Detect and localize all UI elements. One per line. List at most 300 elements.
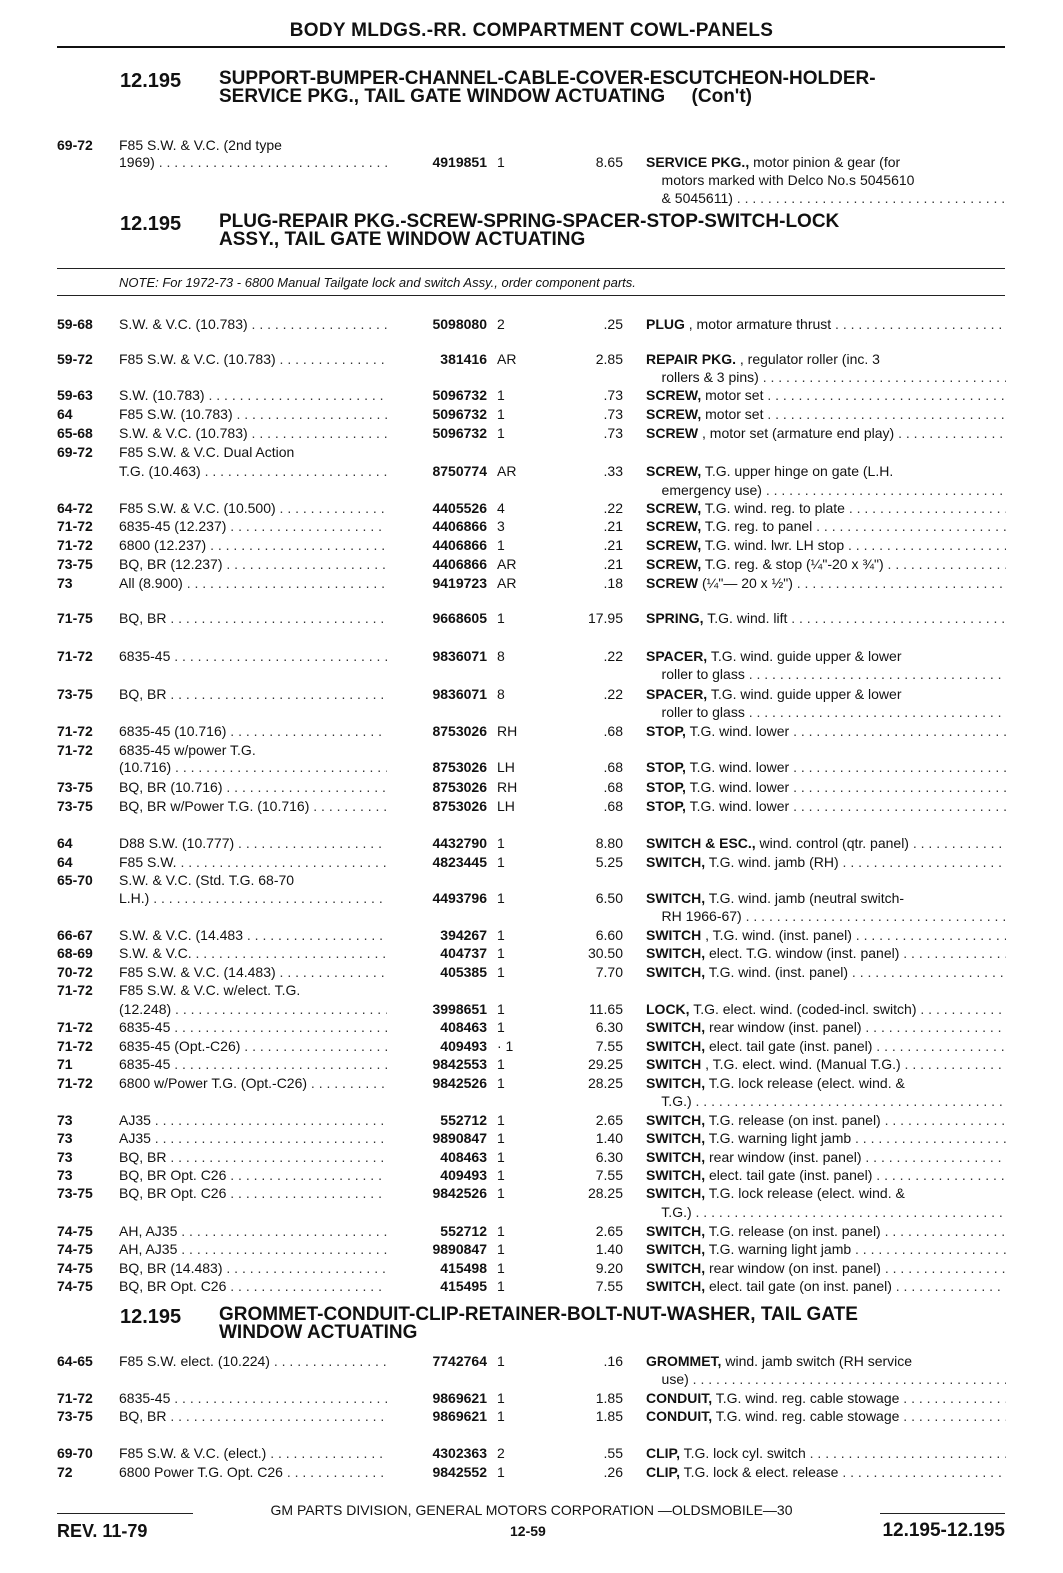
- price: .21: [603, 556, 623, 572]
- model-years: 70-72: [57, 964, 93, 980]
- model-years: 73-75: [57, 798, 93, 814]
- model-years: 74-75: [57, 1223, 93, 1239]
- quantity: 3: [497, 518, 505, 534]
- price: 28.25: [587, 1185, 623, 1201]
- part-number: 9869621: [432, 1390, 487, 1406]
- part-number: 409493: [440, 1038, 487, 1054]
- price: .68: [603, 723, 623, 739]
- vehicle-application: 6800 w/Power T.G. (Opt.-C26) . . .: [119, 1074, 387, 1092]
- vehicle-application: 6835-45 w/power T.G.: [119, 742, 256, 758]
- part-description: [646, 555, 1006, 573]
- section-number: 12.195: [120, 70, 182, 92]
- part-detail: motor set: [701, 406, 764, 422]
- model-years: 59-72: [57, 351, 93, 367]
- price: .73: [603, 387, 623, 403]
- part-detail: T.G. wind. guide upper & lower: [707, 648, 902, 664]
- part-detail: T.G. wind. lower: [685, 798, 790, 814]
- page-title: BODY MLDGS.-RR. COMPARTMENT COWL-PANELS: [289, 20, 774, 41]
- part-detail: T.G. warning light jamb: [705, 1241, 852, 1257]
- section-title: GROMMET-CONDUIT-CLIP-RETAINER-BOLT-NUT-WASHER, TAIL GATE WINDOW ACTUATING: [219, 1304, 858, 1343]
- part-description: [646, 499, 1006, 517]
- part-name: SWITCH,: [646, 1038, 706, 1054]
- part-number: 9869621: [432, 1408, 487, 1424]
- quantity: 1: [497, 1019, 505, 1035]
- part-detail: T.G. wind. lower: [685, 759, 790, 775]
- part-description: [646, 1240, 1006, 1258]
- part-detail: elect. tail gate (on inst. panel): [705, 1278, 892, 1294]
- part-description: [646, 722, 1006, 740]
- part-detail: roller to glass: [646, 704, 745, 720]
- part-detail: , regulator roller (inc. 3: [735, 351, 880, 367]
- part-number: 4432790: [432, 835, 487, 851]
- part-detail: roller to glass: [646, 666, 745, 682]
- model-years: 73: [57, 575, 73, 591]
- part-name: SCREW,: [646, 406, 702, 422]
- part-name: CONDUIT,: [646, 1408, 713, 1424]
- part-description: [646, 1407, 1006, 1425]
- table-row: [0, 647, 1063, 665]
- vehicle-application: F85 S.W. & V.C. w/elect. T.G.: [119, 982, 301, 998]
- part-number: 9836071: [432, 648, 487, 664]
- part-name: SWITCH,: [646, 1260, 706, 1276]
- quantity: 1: [497, 1223, 505, 1239]
- part-number: 9842552: [432, 1464, 487, 1480]
- part-name: SWITCH,: [646, 854, 706, 870]
- table-row: [0, 1277, 1063, 1295]
- part-number: 5096732: [432, 406, 487, 422]
- section-title: SUPPORT-BUMPER-CHANNEL-CABLE-COVER-ESCUTCHEON-HOLDER- SERVICE PKG., TAIL GATE WINDOW ACTUATING (Con't): [219, 68, 876, 107]
- part-number: 4405526: [432, 500, 487, 516]
- revision-label: REV. 11-79: [57, 1521, 148, 1541]
- model-years: 73-75: [57, 686, 93, 702]
- vehicle-application: F85 S.W. & V.C. (10.783) . . .: [119, 350, 387, 368]
- table-row: [0, 1222, 1063, 1240]
- table-row: [0, 1166, 1063, 1184]
- part-name: CONDUIT,: [646, 1390, 713, 1406]
- part-description: [646, 1370, 1006, 1388]
- part-name: REPAIR PKG.: [646, 351, 736, 367]
- price: 2.65: [595, 1223, 623, 1239]
- model-years: 69-72: [57, 137, 93, 153]
- part-name: SWITCH,: [646, 1278, 706, 1294]
- part-description: [646, 386, 1006, 404]
- footer-rule-right: [880, 1513, 1005, 1514]
- vehicle-application: BQ, BR . . .: [119, 1407, 387, 1425]
- part-description: [646, 609, 1006, 627]
- part-description: [646, 647, 1006, 665]
- vehicle-application: BQ, BR (14.483) . . .: [119, 1259, 387, 1277]
- model-years: 68-69: [57, 945, 93, 961]
- part-detail: T.G. elect. wind. (coded-incl. switch): [689, 1001, 917, 1017]
- table-row: [0, 907, 1063, 925]
- table-row: [0, 481, 1063, 499]
- part-number: 415495: [440, 1278, 487, 1294]
- part-number: 9890847: [432, 1241, 487, 1257]
- part-description: [646, 517, 1006, 535]
- table-row: [0, 555, 1063, 573]
- vehicle-application: F85 S.W. & V.C. (elect.) . . .: [119, 1444, 387, 1462]
- part-number: 5098080: [432, 316, 487, 332]
- vehicle-application: S.W. & V.C. (14.483 . . .: [119, 926, 387, 944]
- table-row: [0, 1463, 1063, 1481]
- section-note: NOTE: For 1972-73 - 6800 Manual Tailgate lock and switch Assy., order component parts.: [119, 275, 636, 290]
- price: 7.55: [595, 1278, 623, 1294]
- quantity: 1: [497, 1167, 505, 1183]
- vehicle-application: 6835-45 (Opt.-C26) . . .: [119, 1037, 387, 1055]
- part-name: SWITCH,: [646, 1149, 706, 1165]
- quantity: 1: [497, 1056, 505, 1072]
- part-name: STOP,: [646, 779, 686, 795]
- table-row: [0, 136, 1063, 154]
- part-name: SERVICE PKG.,: [646, 154, 750, 170]
- quantity: 1: [497, 835, 505, 851]
- price: .73: [603, 406, 623, 422]
- vehicle-application: (10.716) . . .: [119, 758, 387, 776]
- vehicle-application: S.W. & V.C. (10.783) . . .: [119, 315, 387, 333]
- part-number: 9842553: [432, 1056, 487, 1072]
- part-name: SPACER,: [646, 648, 708, 664]
- part-description: [646, 171, 1006, 189]
- quantity: 1: [497, 1390, 505, 1406]
- table-row: [0, 574, 1063, 592]
- model-years: 59-68: [57, 316, 93, 332]
- model-years: 71-72: [57, 1019, 93, 1035]
- part-name: STOP,: [646, 723, 686, 739]
- price: 2.65: [595, 1112, 623, 1128]
- table-row: [0, 609, 1063, 627]
- section-range: 12.195-12.195: [882, 1520, 1005, 1541]
- vehicle-application: BQ, BR . . .: [119, 1148, 387, 1166]
- model-years: 64-72: [57, 500, 93, 516]
- quantity: 1: [497, 854, 505, 870]
- part-detail: T.G. wind. guide upper & lower: [707, 686, 902, 702]
- part-name: SWITCH,: [646, 1223, 706, 1239]
- part-description: [646, 1166, 1006, 1184]
- model-years: 71-72: [57, 537, 93, 553]
- price: .26: [603, 1464, 623, 1480]
- price: 9.20: [595, 1260, 623, 1276]
- part-detail: rear window (inst. panel): [705, 1149, 862, 1165]
- quantity: LH: [497, 759, 515, 775]
- price: 5.25: [595, 854, 623, 870]
- price: .68: [603, 798, 623, 814]
- part-number: 3998651: [432, 1001, 487, 1017]
- table-row: [0, 926, 1063, 944]
- part-description: [646, 853, 1006, 871]
- table-row: [0, 758, 1063, 776]
- table-row: [0, 1389, 1063, 1407]
- part-name: SCREW,: [646, 387, 702, 403]
- table-row: [0, 1000, 1063, 1018]
- model-years: 71-72: [57, 648, 93, 664]
- part-name: SPACER,: [646, 686, 708, 702]
- vehicle-application: BQ, BR (10.716) . . .: [119, 778, 387, 796]
- section-number: 12.195: [120, 1306, 182, 1328]
- model-years: 73-75: [57, 779, 93, 795]
- part-detail: T.G. release (on inst. panel): [705, 1112, 881, 1128]
- model-years: 71-72: [57, 518, 93, 534]
- model-years: 72: [57, 1464, 73, 1480]
- part-description: [646, 315, 1006, 333]
- part-description: [646, 1444, 1006, 1462]
- part-description: [646, 926, 1006, 944]
- model-years: 69-72: [57, 444, 93, 460]
- vehicle-application: BQ, BR (12.237) . . .: [119, 555, 387, 573]
- part-description: [646, 1000, 1006, 1018]
- part-detail: emergency use): [646, 482, 762, 498]
- part-name: SWITCH: [646, 1056, 702, 1072]
- table-row: [0, 685, 1063, 703]
- part-detail: , T.G. wind. (inst. panel): [701, 927, 852, 943]
- part-number: 408463: [440, 1149, 487, 1165]
- price: .33: [603, 463, 623, 479]
- table-row: [0, 963, 1063, 981]
- model-years: 71-75: [57, 610, 93, 626]
- price: 8.65: [595, 154, 623, 170]
- page-number: 12-59: [510, 1523, 546, 1539]
- price: .22: [603, 648, 623, 664]
- table-row: [0, 368, 1063, 386]
- price: 6.30: [595, 1019, 623, 1035]
- part-name: SCREW: [646, 575, 699, 591]
- vehicle-application: F85 S.W. (10.783) . . .: [119, 405, 387, 423]
- part-description: [646, 1463, 1006, 1481]
- model-years: 73: [57, 1167, 73, 1183]
- quantity: 1: [497, 1185, 505, 1201]
- table-row: [0, 1092, 1063, 1110]
- table-row: [0, 405, 1063, 423]
- part-description: [646, 1352, 1006, 1370]
- part-description: [646, 481, 1006, 499]
- part-name: SWITCH & ESC.,: [646, 835, 756, 851]
- vehicle-application: L.H.) . . .: [119, 889, 387, 907]
- part-name: SWITCH,: [646, 1075, 706, 1091]
- table-row: [0, 741, 1063, 759]
- part-number: 4406866: [432, 518, 487, 534]
- model-years: 71-72: [57, 1390, 93, 1406]
- vehicle-application: S.W. & V.C. (Std. T.G. 68-70: [119, 872, 295, 888]
- part-number: 8753026: [432, 779, 487, 795]
- part-description: [646, 189, 1006, 207]
- vehicle-application: F85 S.W. . . .: [119, 853, 387, 871]
- part-name: SWITCH,: [646, 1167, 706, 1183]
- part-number: 409493: [440, 1167, 487, 1183]
- model-years: 73: [57, 1149, 73, 1165]
- quantity: 1: [497, 1241, 505, 1257]
- part-name: SCREW: [646, 425, 699, 441]
- vehicle-application: 6835-45 . . .: [119, 1018, 387, 1036]
- part-description: [646, 1259, 1006, 1277]
- part-description: [646, 1129, 1006, 1147]
- model-years: 71: [57, 1056, 73, 1072]
- quantity: 1: [497, 890, 505, 906]
- table-row: [0, 1203, 1063, 1221]
- price: 6.30: [595, 1149, 623, 1165]
- part-number: 5096732: [432, 425, 487, 441]
- part-number: 408463: [440, 1019, 487, 1035]
- vehicle-application: (12.248) . . .: [119, 1000, 387, 1018]
- price: 11.65: [589, 1001, 623, 1017]
- part-name: SCREW,: [646, 463, 702, 479]
- table-row: [0, 778, 1063, 796]
- part-name: CLIP,: [646, 1464, 680, 1480]
- vehicle-application: S.W. & V.C. (10.783) . . .: [119, 424, 387, 442]
- part-detail: T.G. wind. (inst. panel): [705, 964, 849, 980]
- part-number: 9842526: [432, 1185, 487, 1201]
- quantity: AR: [497, 351, 517, 367]
- part-description: [646, 963, 1006, 981]
- part-description: [646, 1389, 1006, 1407]
- quantity: 1: [497, 1464, 505, 1480]
- part-detail: T.G. wind. reg. cable stowage: [712, 1390, 900, 1406]
- table-row: [0, 1240, 1063, 1258]
- vehicle-application: BQ, BR . . .: [119, 609, 387, 627]
- part-number: 8750774: [432, 463, 487, 479]
- part-description: [646, 1184, 1006, 1202]
- price: .55: [603, 1445, 623, 1461]
- part-number: 7742764: [432, 1353, 487, 1369]
- vehicle-application: All (8.900) . . .: [119, 574, 387, 592]
- part-number: 4823445: [432, 854, 487, 870]
- vehicle-application: F85 S.W. & V.C. Dual Action: [119, 444, 295, 460]
- part-detail: T.G. warning light jamb: [705, 1130, 852, 1146]
- price: .68: [603, 779, 623, 795]
- vehicle-application: F85 S.W. & V.C. (10.500) . . .: [119, 499, 387, 517]
- part-detail: , motor armature thrust: [684, 316, 832, 332]
- part-detail: RH 1966-67): [646, 908, 742, 924]
- table-row: [0, 1018, 1063, 1036]
- part-detail: , motor set (armature end play): [698, 425, 895, 441]
- part-number: 4302363: [432, 1445, 487, 1461]
- table-row: [0, 350, 1063, 368]
- table-row: [0, 1184, 1063, 1202]
- part-detail: T.G. reg. & stop (¼"-20 x ¾"): [701, 556, 884, 572]
- model-years: 73-75: [57, 1185, 93, 1201]
- part-description: [646, 1222, 1006, 1240]
- vehicle-application: 6835-45 . . .: [119, 647, 387, 665]
- vehicle-application: AH, AJ35 . . .: [119, 1240, 387, 1258]
- part-name: SCREW,: [646, 518, 702, 534]
- part-name: CLIP,: [646, 1445, 680, 1461]
- part-description: [646, 797, 1006, 815]
- part-number: 9419723: [432, 575, 487, 591]
- model-years: 71-72: [57, 1075, 93, 1091]
- table-row: [0, 443, 1063, 461]
- note-rule-bottom: [57, 295, 1005, 296]
- part-number: 8753026: [432, 798, 487, 814]
- part-name: SWITCH,: [646, 890, 706, 906]
- table-row: [0, 189, 1063, 207]
- part-description: [646, 758, 1006, 776]
- part-description: [646, 462, 1006, 480]
- quantity: 1: [497, 1112, 505, 1128]
- part-detail: & 5045611): [646, 190, 733, 206]
- table-row: [0, 889, 1063, 907]
- quantity: 1: [497, 1149, 505, 1165]
- model-years: 66-67: [57, 927, 93, 943]
- price: .22: [603, 686, 623, 702]
- vehicle-application: T.G. (10.463) . . .: [119, 462, 387, 480]
- part-name: SCREW,: [646, 500, 702, 516]
- part-detail: rear window (on inst. panel): [705, 1260, 881, 1276]
- part-description: [646, 778, 1006, 796]
- part-detail: T.G. wind. lwr. LH stop: [701, 537, 845, 553]
- table-row: [0, 981, 1063, 999]
- part-name: GROMMET,: [646, 1353, 722, 1369]
- price: 7.55: [595, 1038, 623, 1054]
- part-name: SWITCH,: [646, 1241, 706, 1257]
- part-name: SWITCH: [646, 927, 702, 943]
- quantity: 1: [497, 964, 505, 980]
- part-description: [646, 424, 1006, 442]
- price: 29.25: [587, 1056, 623, 1072]
- part-number: 9890847: [432, 1130, 487, 1146]
- table-row: [0, 1370, 1063, 1388]
- table-row: [0, 153, 1063, 171]
- part-name: SWITCH,: [646, 945, 706, 961]
- section-title: PLUG-REPAIR PKG.-SCREW-SPRING-SPACER-STOP-SWITCH-LOCK ASSY., TAIL GATE WINDOW ACTUATING: [219, 211, 840, 250]
- model-years: 71-72: [57, 1038, 93, 1054]
- price: 28.25: [587, 1075, 623, 1091]
- vehicle-application: BQ, BR Opt. C26 . . .: [119, 1166, 387, 1184]
- table-row: [0, 499, 1063, 517]
- price: 2.85: [595, 351, 623, 367]
- part-description: [646, 907, 1006, 925]
- part-detail: T.G. wind. lower: [685, 779, 790, 795]
- model-years: 65-68: [57, 425, 93, 441]
- table-row: [0, 834, 1063, 852]
- part-detail: motor set: [701, 387, 764, 403]
- part-description: [646, 405, 1006, 423]
- vehicle-application: F85 S.W. elect. (10.224) . . .: [119, 1352, 387, 1370]
- quantity: 2: [497, 1445, 505, 1461]
- quantity: AR: [497, 463, 517, 479]
- quantity: LH: [497, 798, 515, 814]
- quantity: AR: [497, 556, 517, 572]
- part-description: [646, 1148, 1006, 1166]
- vehicle-application: BQ, BR Opt. C26 . . .: [119, 1277, 387, 1295]
- model-years: 73: [57, 1130, 73, 1146]
- table-row: [0, 424, 1063, 442]
- model-years: 64: [57, 406, 73, 422]
- model-years: 74-75: [57, 1241, 93, 1257]
- vehicle-application: 6835-45 (12.237) . . .: [119, 517, 387, 535]
- vehicle-application: S.W. (10.783) . . .: [119, 386, 387, 404]
- model-years: 73: [57, 1112, 73, 1128]
- part-number: 552712: [440, 1112, 487, 1128]
- table-row: [0, 1407, 1063, 1425]
- part-detail: T.G. lock cyl. switch: [679, 1445, 806, 1461]
- part-description: [646, 703, 1006, 721]
- vehicle-application: AJ35 . . .: [119, 1129, 387, 1147]
- part-detail: T.G. wind. lower: [685, 723, 790, 739]
- price: .21: [603, 537, 623, 553]
- part-description: [646, 834, 1006, 852]
- price: .22: [603, 500, 623, 516]
- model-years: 64-65: [57, 1353, 93, 1369]
- part-number: 4406866: [432, 537, 487, 553]
- part-name: SPRING,: [646, 610, 704, 626]
- vehicle-application: 6835-45 (10.716) . . .: [119, 722, 387, 740]
- price: .25: [603, 316, 623, 332]
- part-detail: rear window (inst. panel): [705, 1019, 862, 1035]
- part-detail: T.G. wind. lift: [703, 610, 788, 626]
- vehicle-application: F85 S.W. & V.C. (14.483) . . .: [119, 963, 387, 981]
- part-description: [646, 536, 1006, 554]
- section-number: 12.195: [120, 213, 182, 235]
- part-detail: motors marked with Delco No.s 5045610: [646, 172, 915, 188]
- part-name: PLUG: [646, 316, 685, 332]
